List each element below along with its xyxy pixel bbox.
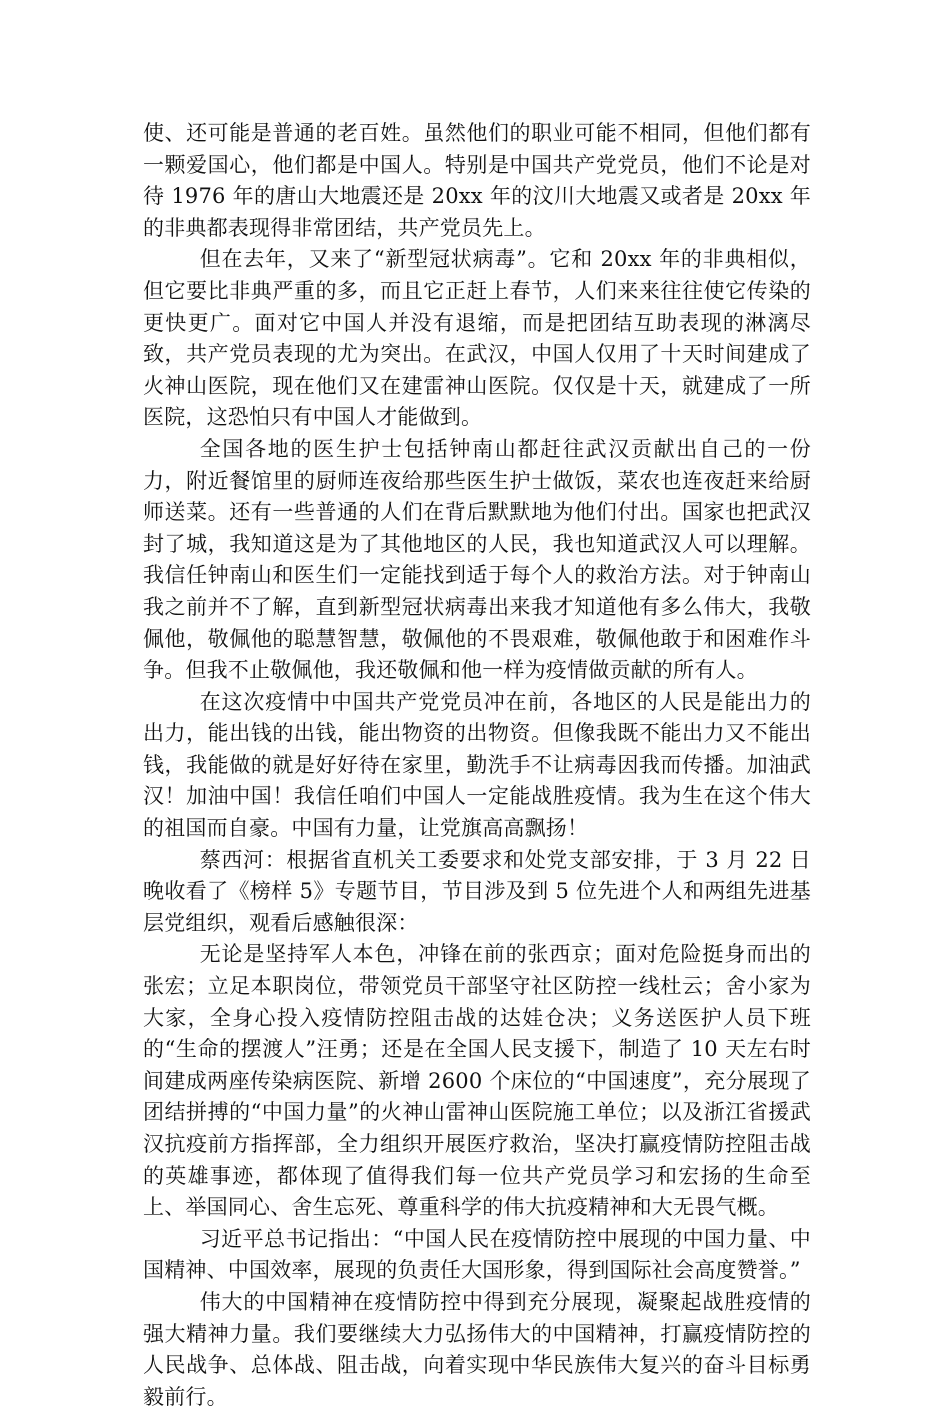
paragraph-2: 但在去年，又来了“新型冠状病毒”。它和 20xx 年的非典相似，但它要比非典严重的多，而且它正赶上春节，人们来来往往使它传染的更快更广。面对它中国人并没有退缩，而是把团结互助表现的淋漓尽致，共产党员表现的尤为突出。在武汉，中国人仅用了十天时间建成了火神山医院，现在他们又在建雷神山医院。仅仅是十天，就建成了一所医院，这恐怕只有中国人才能做到。 (143, 247, 811, 430)
paragraph-6: 无论是坚持军人本色，冲锋在前的张西京；面对危险挺身而出的张宏；立足本职岗位，带领党员干部坚守社区防控一线杜云；舍小家为大家，全身心投入疫情防控阻击战的达娃仓决；义务送医护人员下班的“生命的摆渡人”汪勇；还是在全国人民支援下，制造了 10 天左右时间建成两座传染病医院、新增 2600 个床位的“中国速度”，充分展现了团结拼搏的“中国力量”的火神山雷神山医院施工单位；以及浙江省援武汉抗疫前方指挥部，全力组织开展医疗救治，坚决打赢疫情防控阻击战的英雄事迹，都体现了值得我们每一位共产党员学习和宏扬的生命至上、举国同心、舍生忘死、尊重科学的伟大抗疫精神和大无畏气概。 (143, 942, 811, 1220)
paragraph-8: 伟大的中国精神在疫情防控中得到充分展现，凝聚起战胜疫情的强大精神力量。我们要继续大力弘扬伟大的中国精神，打赢疫情防控的人民战争、总体战、阻击战，向着实现中华民族伟大复兴的奋斗目标勇毅前行。 (143, 1289, 811, 1409)
paragraph-7: 习近平总书记指出：“中国人民在疫情防控中展现的中国力量、中国精神、中国效率，展现的负责任大国形象，得到国际社会高度赞誉。” (143, 1226, 811, 1283)
document-body (143, 118, 811, 1413)
paragraph-3: 全国各地的医生护士包括钟南山都赶往武汉贡献出自己的一份力，附近餐馆里的厨师连夜给那些医生护士做饭，菜农也连夜赶来给厨师送菜。还有一些普通的人们在背后默默地为他们付出。国家也把武汉封了城，我知道这是为了其他地区的人民，我也知道武汉人可以理解。我信任钟南山和医生们一定能找到适于每个人的救治方法。对于钟南山我之前并不了解，直到新型冠状病毒出来我才知道他有多么伟大，我敬佩他，敬佩他的聪慧智慧，敬佩他的不畏艰难，敬佩他敢于和困难作斗争。但我不止敬佩他，我还敬佩和他一样为疫情做贡献的所有人。 (143, 436, 811, 683)
paragraph-4: 在这次疫情中中国共产党党员冲在前，各地区的人民是能出力的出力，能出钱的出钱，能出物资的出物资。但像我既不能出力又不能出钱，我能做的就是好好待在家里，勤洗手不让病毒因我而传播。加油武汉！加油中国！我信任咱们中国人一定能战胜疫情。我为生在这个伟大的祖国而自豪。中国有力量，让党旗高高飘扬！ (143, 689, 811, 841)
paragraph-1: 使、还可能是普通的老百姓。虽然他们的职业可能不相同，但他们都有一颗爱国心，他们都是中国人。特别是中国共产党党员，他们不论是对待 1976 年的唐山大地震还是 20xx 年的汶川大地震又或者是 20xx 年的非典都表现得非常团结，共产党员先上。 (143, 121, 811, 240)
paragraph-5: 蔡西河：根据省直机关工委要求和处党支部安排，于 3 月 22 日晚收看了《榜样 5》专题节目，节目涉及到 5 位先进个人和两组先进基层党组织，观看后感触很深： (143, 847, 811, 935)
